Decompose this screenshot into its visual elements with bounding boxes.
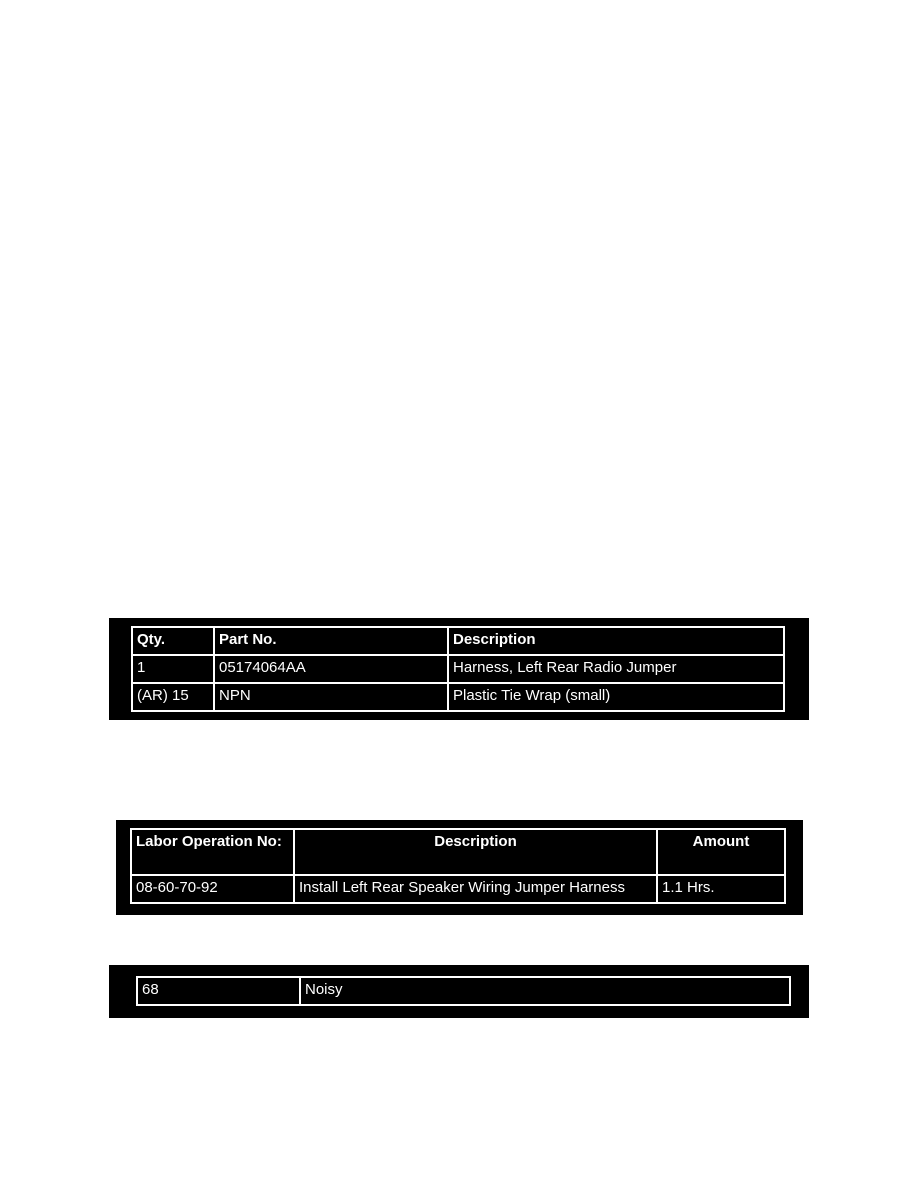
parts-table-panel xyxy=(109,618,809,720)
labor-cell-amount: 1.1 Hrs. xyxy=(657,875,785,903)
table-row xyxy=(131,875,785,903)
labor-table xyxy=(130,828,786,904)
labor-header-operation-no: Labor Operation No: xyxy=(131,829,294,875)
parts-cell-qty: 1 xyxy=(132,655,214,683)
parts-table-header-row xyxy=(132,627,784,655)
code-cell-label: Noisy xyxy=(300,977,790,1005)
code-table-panel xyxy=(109,965,809,1018)
labor-cell-operation-no: 08-60-70-92 xyxy=(131,875,294,903)
parts-cell-part-no: NPN xyxy=(214,683,448,711)
labor-table-panel xyxy=(116,820,803,915)
labor-table-header-row xyxy=(131,829,785,875)
parts-header-part-no: Part No. xyxy=(214,627,448,655)
parts-cell-part-no: 05174064AA xyxy=(214,655,448,683)
table-row xyxy=(137,977,790,1005)
parts-cell-description: Plastic Tie Wrap (small) xyxy=(448,683,784,711)
code-cell-number: 68 xyxy=(137,977,300,1005)
parts-header-description: Description xyxy=(448,627,784,655)
parts-table xyxy=(131,626,785,712)
labor-header-amount: Amount xyxy=(657,829,785,875)
code-table xyxy=(136,976,791,1006)
labor-cell-description: Install Left Rear Speaker Wiring Jumper Harness xyxy=(294,875,657,903)
table-row xyxy=(132,655,784,683)
parts-header-qty: Qty. xyxy=(132,627,214,655)
table-row xyxy=(132,683,784,711)
parts-cell-qty: (AR) 15 xyxy=(132,683,214,711)
labor-header-description: Description xyxy=(294,829,657,875)
parts-cell-description: Harness, Left Rear Radio Jumper xyxy=(448,655,784,683)
